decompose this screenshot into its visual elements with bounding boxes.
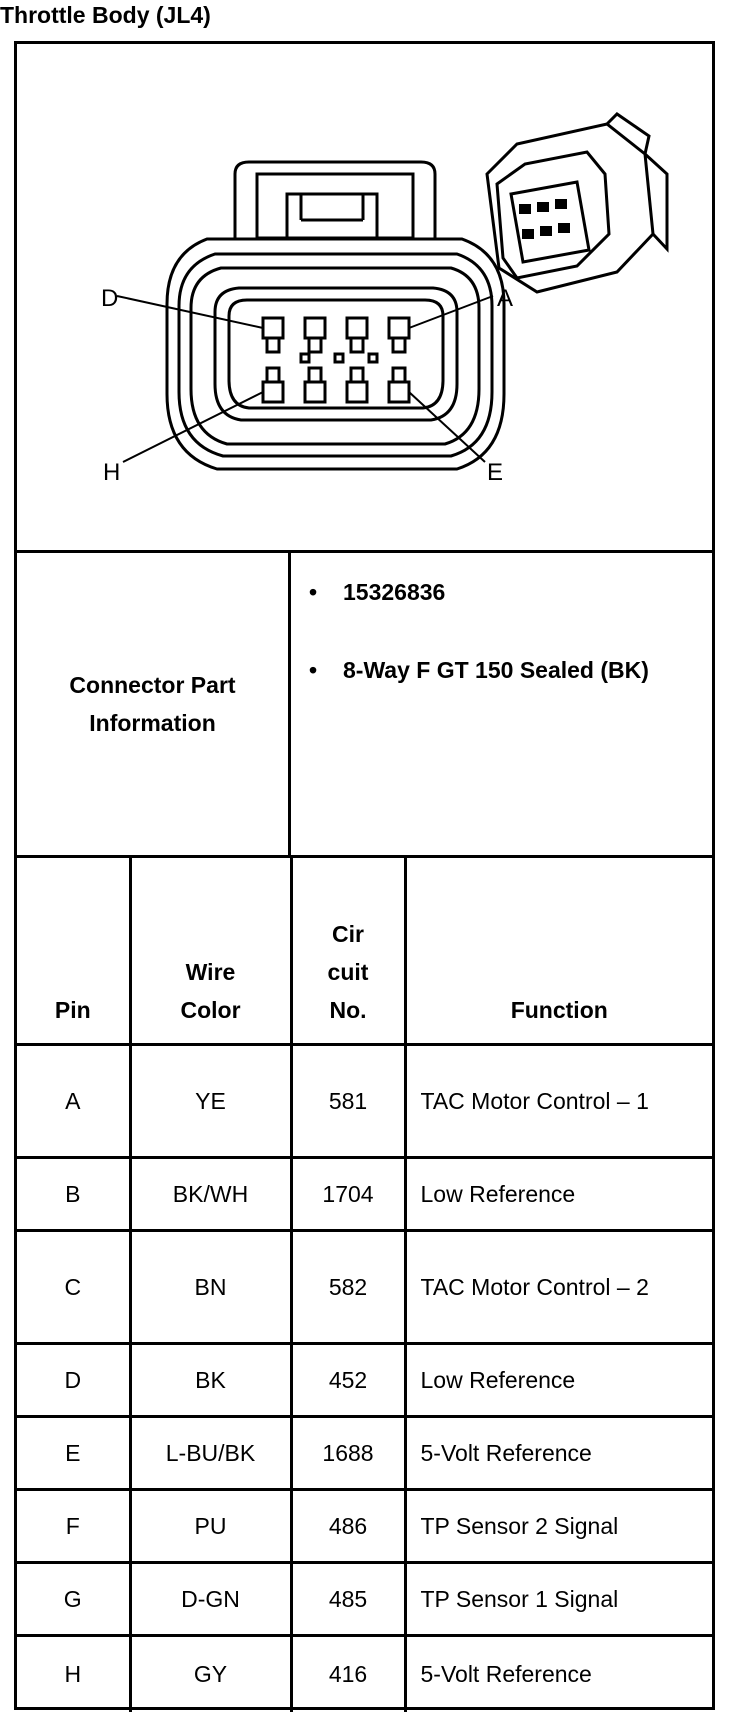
table-row <box>17 1490 712 1563</box>
callout-label-h: H <box>103 459 121 486</box>
bullet-marker: • <box>309 657 318 683</box>
circuit-cell: 1704 <box>291 1158 405 1231</box>
table-header-row <box>17 857 712 1045</box>
pin-cell: G <box>17 1563 130 1636</box>
table-row <box>17 1344 712 1417</box>
wire-color-cell: BK/WH <box>130 1158 291 1231</box>
table-row <box>17 1417 712 1490</box>
pinout-table <box>17 855 712 1712</box>
circuit-cell: 416 <box>291 1636 405 1712</box>
connector-type-item <box>309 651 669 689</box>
table-row <box>17 1636 712 1712</box>
connector-diagram <box>17 44 712 553</box>
callout-label-d: D <box>101 285 119 312</box>
pin-cell: B <box>17 1158 130 1231</box>
circuit-cell: 485 <box>291 1563 405 1636</box>
connector-info-values <box>291 553 712 855</box>
function-cell: TP Sensor 2 Signal <box>405 1490 712 1563</box>
function-cell: TP Sensor 1 Signal <box>405 1563 712 1636</box>
circuit-cell: 1688 <box>291 1417 405 1490</box>
function-cell: TAC Motor Control – 1 <box>405 1045 712 1158</box>
pin-cell: D <box>17 1344 130 1417</box>
circuit-cell: 486 <box>291 1490 405 1563</box>
function-cell: 5-Volt Reference <box>405 1636 712 1712</box>
function-cell: Low Reference <box>405 1158 712 1231</box>
bullet-marker: • <box>309 579 318 605</box>
pin-cell: F <box>17 1490 130 1563</box>
table-row <box>17 1231 712 1344</box>
part-number: 15326836 <box>343 579 446 605</box>
callout-label-a: A <box>497 285 514 312</box>
page-title: Throttle Body (JL4) <box>0 2 211 28</box>
wire-color-cell: PU <box>130 1490 291 1563</box>
table-row <box>17 1045 712 1158</box>
header-circuit: Cir cuit No. <box>291 857 405 1045</box>
circuit-cell: 452 <box>291 1344 405 1417</box>
function-cell: 5-Volt Reference <box>405 1417 712 1490</box>
header-pin: Pin <box>17 857 130 1045</box>
connector-sheet <box>14 41 715 1710</box>
pin-cell: H <box>17 1636 130 1712</box>
connector-info-label <box>17 553 291 855</box>
connector-face-illustration <box>17 44 712 550</box>
wire-color-cell: YE <box>130 1045 291 1158</box>
connector-type: 8-Way F GT 150 Sealed (BK) <box>343 657 649 683</box>
connector-part-info <box>17 553 712 855</box>
part-number-item <box>309 573 445 611</box>
function-cell: TAC Motor Control – 2 <box>405 1231 712 1344</box>
pin-cell: A <box>17 1045 130 1158</box>
wire-color-cell: BK <box>130 1344 291 1417</box>
table-row <box>17 1158 712 1231</box>
pin-cell: E <box>17 1417 130 1490</box>
pin-cell: C <box>17 1231 130 1344</box>
circuit-cell: 581 <box>291 1045 405 1158</box>
table-row <box>17 1563 712 1636</box>
wire-color-cell: D-GN <box>130 1563 291 1636</box>
wire-color-cell: GY <box>130 1636 291 1712</box>
connector-info-label-text: Connector Part Information <box>69 672 236 736</box>
function-cell: Low Reference <box>405 1344 712 1417</box>
wire-color-cell: BN <box>130 1231 291 1344</box>
wire-color-cell: L-BU/BK <box>130 1417 291 1490</box>
header-function: Function <box>405 857 712 1045</box>
callout-label-e: E <box>487 459 504 486</box>
header-wire-color: Wire Color <box>130 857 291 1045</box>
circuit-cell: 582 <box>291 1231 405 1344</box>
